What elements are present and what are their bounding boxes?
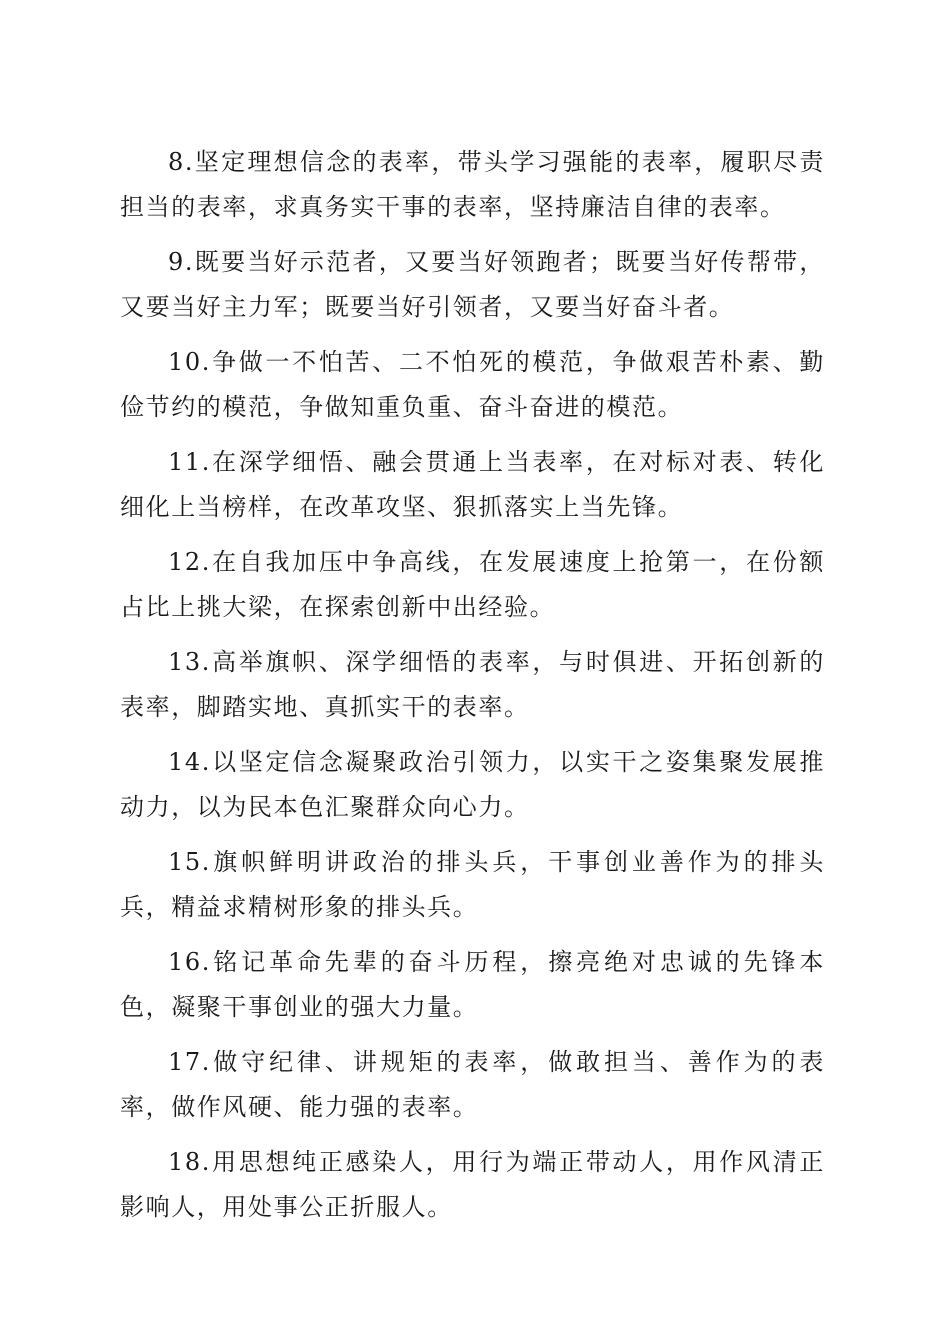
paragraph-11: 11.在深学细悟、融会贯通上当表率，在对标对表、转化细化上当榜样，在改革攻坚、狠抓落实上当先锋。 [120, 448, 825, 521]
document-body [120, 140, 825, 1240]
paragraph-16: 16.铭记革命先辈的奋斗历程，擦亮绝对忠诚的先锋本色，凝聚干事创业的强大力量。 [120, 948, 825, 1021]
paragraph-18: 18.用思想纯正感染人，用行为端正带动人，用作风清正影响人，用处事公正折服人。 [120, 1148, 825, 1221]
paragraph-15: 15.旗帜鲜明讲政治的排头兵，干事创业善作为的排头兵，精益求精树形象的排头兵。 [120, 848, 825, 921]
paragraph-13: 13.高举旗帜、深学细悟的表率，与时俱进、开拓创新的表率，脚踏实地、真抓实干的表率。 [120, 648, 825, 721]
paragraph-17: 17.做守纪律、讲规矩的表率，做敢担当、善作为的表率，做作风硬、能力强的表率。 [120, 1048, 825, 1121]
paragraph-12: 12.在自我加压中争高线，在发展速度上抢第一，在份额占比上挑大梁，在探索创新中出经验。 [120, 548, 825, 621]
paragraph-8: 8.坚定理想信念的表率，带头学习强能的表率，履职尽责担当的表率，求真务实干事的表率，坚持廉洁自律的表率。 [120, 148, 825, 221]
paragraph-14: 14.以坚定信念凝聚政治引领力，以实干之姿集聚发展推动力，以为民本色汇聚群众向心力。 [120, 748, 825, 821]
paragraph-10: 10.争做一不怕苦、二不怕死的模范，争做艰苦朴素、勤俭节约的模范，争做知重负重、奋斗奋进的模范。 [120, 348, 825, 421]
paragraph-9: 9.既要当好示范者，又要当好领跑者；既要当好传帮带，又要当好主力军；既要当好引领者，又要当好奋斗者。 [120, 248, 825, 321]
